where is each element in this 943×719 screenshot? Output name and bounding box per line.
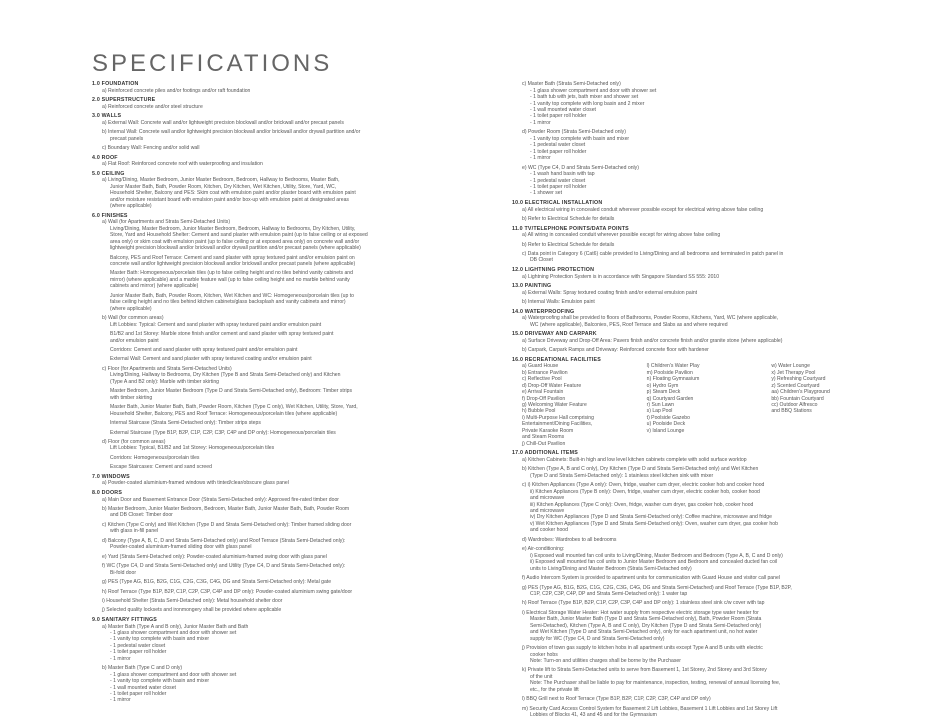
spec-line: External Staircase (Type B1P, B2P, C1P, C2P, C3P, C4P and DP only): Homogeneous/porcelain tiles [110, 429, 336, 436]
spec-line: B1/B2 and 1st Storey: Marble stone finish and/or cement and sand plaster with spray textured paint [110, 331, 334, 338]
spec-section [92, 155, 492, 168]
spec-line: - 1 mirror [530, 119, 551, 126]
facility-item: r) Sun Lawn [646, 401, 675, 408]
spec-line: f) Audio Intercom System is provided to apartment units for communication with Guard House and visitor call panel [522, 575, 780, 582]
section-heading: 11.0 TV/TELEPHONE POINTS/DATA POINTS [512, 225, 629, 232]
spec-section [512, 81, 892, 197]
facility-item: s) Lap Pool [646, 408, 673, 415]
spec-line: i) Household Shelter (Strata Semi-Detached only): Metal household shelter door [102, 597, 283, 604]
facility-item: v) Island Lounge [646, 427, 685, 434]
spec-line: c) Master Bath (Strata Semi-Detached only) [522, 81, 621, 88]
spec-line: Store, Yard and Household Shelter: Cement and sand plaster with emulsion paint (up to false ceiling or at exposed [110, 232, 368, 239]
section-heading: 13.0 PAINTING [512, 283, 552, 290]
facility-item: j) Chill-Out Pavilion [522, 440, 566, 447]
spec-section [92, 113, 492, 151]
spec-line: Lift Lobbies: Typical: Cement and sand plaster with spray textured paint and/or emulsion paint [110, 321, 322, 328]
spec-line: Corridors: Cement and sand plaster with spray textured paint and/or emulsion paint [110, 346, 298, 353]
right-column [512, 78, 892, 719]
facility-item: Entertainment/Dining Facilities, [522, 421, 593, 428]
spec-line: b) Carpark, Carpark Ramps and Driveway: Reinforced concrete floor with hardener [522, 347, 709, 354]
spec-line: Master Bath, Junior Master Bath, Bath, Powder Room, Kitchen (Type C only), Wet Kitchen, Utility, Store, Yard, [110, 404, 358, 411]
spec-line: precast panels [110, 135, 144, 142]
spec-line: - 1 glass shower compartment and door with shower set [110, 629, 237, 636]
facility-item: and BBQ Stations [771, 408, 812, 415]
facility-item: z) Scented Courtyard [771, 382, 820, 389]
spec-line: Note: The Purchaser shall be liable to pay for maintenance, inspection, testing, renewal of annual licensing fee, [530, 680, 781, 687]
spec-section [92, 171, 492, 210]
spec-line: a) Lightning Protection System is in accordance with Singapore Standard SS 555: 2010 [522, 273, 720, 280]
spec-line: and microwave [530, 495, 565, 502]
spec-line: - 1 mirror [110, 697, 131, 704]
spec-line: Balcony, PES and Roof Terrace: Cement and sand plaster with spray textured paint and/or emulsion paint on [110, 254, 355, 261]
facility-item: o) Hydro Gym [646, 382, 679, 389]
facility-item: u) Poolside Deck [646, 421, 686, 428]
spec-line: h) Roof Terrace (Type B1P, B2P, C1P, C2P, C3P, C4P and DP only): Powder-coated aluminium swing gate/door [102, 588, 353, 595]
section-heading: 5.0 CEILING [92, 170, 125, 177]
spec-line: Internal Staircase (Strata Semi-Detached only): Timber strips steps [110, 420, 261, 427]
facility-item: a) Guard House [522, 363, 559, 370]
spec-line: and cooker hood [530, 527, 568, 534]
facility-item: aa) Children's Playground [771, 389, 830, 396]
spec-line: cabinets and mirror) (where applicable) [110, 283, 199, 290]
spec-line: Master Bath, Junior Master Bath (Type D and Strata Semi-Detached only), Bath, Powder Room (Strata [530, 616, 762, 623]
spec-line: - 1 toilet paper roll holder [110, 691, 167, 698]
spec-line: - 1 vanity top complete with long basin and 2 mixer [530, 100, 645, 107]
spec-line: Escape Staircases: Cement and sand screed [110, 464, 212, 471]
spec-line: b) Wall (for common areas) [102, 315, 164, 322]
facility-item: t) Poolside Gazebo [646, 414, 690, 421]
section-heading: 2.0 SUPERSTRUCTURE [92, 97, 156, 104]
spec-line: Master Bedroom, Junior Master Bedroom (Type D and Strata Semi-Detached only), Bedroom: Timber strips [110, 388, 353, 395]
page-title: SPECIFICATIONS [92, 50, 333, 77]
spec-line: - 1 toilet paper roll holder [530, 148, 587, 155]
spec-section [92, 617, 492, 704]
spec-line: Bi-fold door [110, 569, 137, 576]
spec-line: b) Internal Wall: Concrete wall and/or lightweight precision blockwall and/or brickwall and/or drywall partition and/or [102, 129, 361, 136]
spec-line: etc., for the private lift [530, 686, 579, 693]
spec-line: Note: Turn-on and utilities charges shall be borne by the Purchaser [530, 658, 681, 665]
spec-line: ii) Kitchen Appliances (Type B only): Oven, fridge, washer cum dryer, electric cooker hob, cooker hood [530, 488, 760, 495]
facility-item: d) Drop-Off Water Feature [522, 382, 582, 389]
section-heading: 17.0 ADDITIONAL ITEMS [512, 450, 579, 457]
spec-line: - 1 wall mounted water closet [110, 684, 176, 691]
spec-line: Master Bath: Homogeneous/porcelain tiles (up to false ceiling height and no tiles behind vanity cabinets and [110, 270, 353, 277]
facility-item: c) Reflective Pool [522, 376, 562, 383]
spec-line: and Wet Kitchen (Type D and Strata Semi-Detached only), only for each apartment unit, no hot water [530, 629, 758, 636]
spec-line: j) Selected quality locksets and ironmongery shall be provided where applicable [102, 607, 282, 614]
spec-line: a) Reinforced concrete piles and/or footings and/or raft foundation [102, 87, 251, 94]
spec-line: and DB Closet: Timber door [110, 512, 173, 519]
spec-line: - 1 toilet paper roll holder [530, 183, 587, 190]
spec-line: v) Wet Kitchen Appliances (Type D and Strata Semi-Detached only): Oven, washer cum dryer, gas cooker hob [530, 520, 778, 527]
spec-line: - 1 bath tub with jets, bath mixer and shower set [530, 94, 639, 101]
spec-line: cooker hobs [530, 651, 558, 658]
spec-line: e) Yard (Strata Semi-Detached only): Powder-coated aluminium-framed swing door with glass panel [102, 553, 327, 560]
spec-line: (where applicable) [110, 203, 152, 210]
facility-item: h) Bubble Pool [522, 408, 556, 415]
spec-line: d) Floor (for common areas) [102, 438, 166, 445]
facility-item: x) Jet Therapy Pool [771, 369, 816, 376]
spec-line: Powder-coated aluminium-framed sliding door with glass panel [110, 544, 252, 551]
spec-line: iv) Dry Kitchen Appliances (Type D and Strata Semi-Detached only): Coffee machine, microwave and fridge [530, 514, 772, 521]
spec-line: d) Powder Room (Strata Semi-Detached only) [522, 129, 626, 136]
facility-item: e) Arrival Fountain [522, 389, 564, 396]
facility-item [771, 441, 892, 447]
spec-line: (Type D and Strata Semi-Detached only): 1 stainless steel kitchen sink with mixer [530, 472, 714, 479]
spec-line: DB Closet [530, 257, 553, 264]
spec-line: g) PES (Type AG, B1G, B2G, C1G, C2G, C3G, C4G, DG and Strata Semi-Detached) and Roof Terrace (Type B1P, B2P, [522, 584, 792, 591]
spec-line: b) Internal Walls: Emulsion paint [522, 299, 595, 306]
spec-section [92, 490, 492, 614]
spec-line: d) Balcony (Type A, B, C, D and Strata Semi-Detached only) and Roof Terrace (Strata Semi-Detached only): [102, 537, 346, 544]
spec-section [512, 226, 892, 264]
spec-line: b) Master Bath (Type C and D only) [102, 665, 183, 672]
facility-item: y) Refreshing Courtyard [771, 376, 826, 383]
spec-line: C1P, C2P, C3P, C4P, DP and Strata Semi-Detached only): 1 water tap [530, 590, 688, 597]
facility-item: and Steam Rooms [522, 434, 565, 441]
spec-line: a) External Wall: Concrete wall and/or lightweight precision blockwall and/or brickwall and/or precast panels [102, 119, 344, 126]
spec-line: Junior Master Bath, Bath, Powder Room, Kitchen, Dry Kitchen, Wet Kitchen, Utility, Store, Yard, WC, [110, 183, 337, 190]
spec-line: External Wall: Cement and sand plaster with spray textured coating and/or emulsion paint [110, 356, 312, 363]
facility-item: p) Steam Deck [646, 389, 681, 396]
spec-line: of the unit [530, 673, 553, 680]
spec-line: (Type A and B2 only): Marble with timber skirting [110, 378, 219, 385]
spec-line: b) Kitchen (Type A, B and C only), Dry Kitchen (Type D and Strata Semi-Detached only) and Wet Kitchen [522, 466, 759, 473]
spec-section [92, 474, 492, 487]
spec-line: with glass in-fill panel [110, 528, 159, 535]
spec-line: a) All electrical wiring in concealed conduit wherever possible except for electrical wiring above false ceiling [522, 206, 764, 213]
spec-line: a) Waterproofing shall be provided to floors of Bathrooms, Powder Rooms, Kitchens, Yard, WC (where applicable, [522, 315, 779, 322]
left-column [92, 78, 492, 704]
facility-item [647, 441, 768, 447]
spec-line: e) WC (Type C4, D and Strata Semi-Detached only) [522, 164, 639, 171]
spec-line: k) Private lift to Strata Semi-Detached units to serve from Basement 1, 1st Storey, 2nd Storey and 3rd Storey [522, 667, 767, 674]
spec-line: lightweight precision blockwall and/or brickwall and/or drywall partition and/or precast panels (where applicable) [110, 245, 361, 252]
spec-line: b) Refer to Electrical Schedule for details [522, 215, 615, 222]
spec-line: and microwave [530, 507, 565, 514]
section-heading: 6.0 FINISHES [92, 212, 128, 219]
spec-line: units to Living/Dining and Master Bedroom (Strata Semi-Detached only) [530, 565, 692, 572]
spec-section [512, 309, 892, 328]
spec-line: l) BBQ Grill next to Roof Terrace (Type B1P, B2P, C1P, C2P, C3P, C4P and DP only) [522, 696, 711, 703]
facility-item: m) Poolside Pavilion [646, 369, 693, 376]
spec-line: - 1 shower set [530, 190, 562, 197]
spec-line: - 1 pedestal water closet [110, 642, 166, 649]
spec-line: false ceiling height and no tiles behind kitchen cabinets/glass backsplash and vanity cabinets and mirror) [110, 299, 346, 306]
spec-line: - 1 pedestal water closet [530, 177, 586, 184]
spec-line: i) Exposed wall mounted fan coil units to Living/Dining, Master Bedroom and Bedroom (Type A, B, C and D only) [530, 552, 783, 559]
spec-line: - 1 glass shower compartment and door with shower set [530, 87, 657, 94]
section-heading: 8.0 DOORS [92, 490, 123, 497]
facility-item: q) Courtyard Garden [646, 395, 694, 402]
spec-line: Living/Dining, Master Bedroom, Junior Master Bedroom, Bedroom, Hallway to Bedrooms, Dry Kitchen, Utility, [110, 225, 356, 232]
spec-line: - 1 vanity top complete with basin and mixer [110, 636, 210, 643]
section-heading: 14.0 WATERPROOFING [512, 308, 575, 315]
spec-section [512, 450, 892, 718]
section-heading: 1.0 FOUNDATION [92, 81, 139, 88]
spec-line: - 1 pedestal water closet [530, 142, 586, 149]
spec-line: - 1 vanity top complete with basin and mixer [530, 135, 630, 142]
spec-line: Corridors: Homogeneous/porcelain tiles [110, 454, 200, 461]
spec-line: a) Surface Driveway and Drop-Off Area: Pavers finish and/or concrete finish and/or granite stone (where applicable) [522, 337, 783, 344]
spec-section [512, 331, 892, 353]
spec-line: a) Master Bath (Type A and B only), Junior Master Bath and Bath [102, 623, 249, 630]
spec-line: b) Refer to Electrical Schedule for details [522, 241, 615, 248]
spec-line: and/or moisture resistant board with emulsion paint and/or box-up with emulsion paint at designated areas [110, 196, 349, 203]
facility-item: bb) Fountain Courtyard [771, 395, 824, 402]
section-heading: 15.0 DRIVEWAY AND CARPARK [512, 331, 597, 338]
spec-line: and/or emulsion paint [110, 337, 159, 344]
spec-line: Household Shelter, Balcony, PES and Roof Terrace: Homogeneous/porcelain tiles (where applicable) [110, 410, 338, 417]
spec-line: f) WC (Type C4, D and Strata Semi-Detached only) and Utility (Type C4, D and Strata Semi-Detached only): [102, 563, 346, 570]
facility-item: w) Water Lounge [771, 363, 810, 370]
spec-line: c) i) Kitchen Appliances (Type A only): Oven, fridge, washer cum dryer, electric cooker hob and cooker hood [522, 482, 765, 489]
facility-item: g) Welcoming Water Feature [522, 401, 587, 408]
spec-line: a) Powder-coated aluminium-framed windows with tinted/clear/obscure glass panel [102, 480, 289, 487]
spec-line: WC (where applicable), Balconies, PES, Roof Terrace and Slabs as and where required [530, 321, 728, 328]
spec-line: with timber skirting [110, 394, 153, 401]
spec-line: e) Air-conditioning: [522, 546, 565, 553]
facility-item: l) Children's Water Play [646, 363, 700, 370]
section-heading: 9.0 SANITARY FITTINGS [92, 617, 158, 624]
spec-line: supply for WC (Type C4, D and Strata Semi-Detached only) [530, 635, 665, 642]
spec-line: (where applicable) [110, 305, 152, 312]
facility-item: cc) Outdoor Alfresco [771, 401, 818, 408]
spec-line: j) Provision of town gas supply to kitchen hobs in all apartment units except Type A and B units with electric [522, 645, 763, 652]
facility-item: n) Floating Gymnasium [646, 376, 700, 383]
spec-line: iii) Kitchen Appliances (Type C only): Oven, fridge, washer cum dryer, gas cooker hob, cooker hood [530, 501, 754, 508]
spec-section [92, 97, 492, 110]
section-heading: 3.0 WALLS [92, 113, 122, 120]
spec-line: - 1 mirror [530, 155, 551, 162]
spec-line: c) Kitchen (Type C only) and Wet Kitchen (Type D and Strata Semi-Detached only): Timber framed sliding door [102, 521, 352, 528]
spec-line: c) Data point in Category 6 (Cat6) cable provided to Living/Dining and all bedrooms and terminated in patch panel in [522, 250, 784, 257]
facility-item: Private Karaoke Room [522, 427, 574, 434]
spec-line: h) Roof Terrace (Type B1P, B2P, C1P, C2P, C3P, C4P and DP only): 1 stainless steel sink c/w cover with tap [522, 600, 765, 607]
section-heading: 16.0 RECREATIONAL FACILITIES [512, 356, 601, 363]
spec-line: a) Reinforced concrete and/or steel structure [102, 103, 203, 110]
spec-line: a) External Walls: Spray textured coating finish and/or external emulsion paint [522, 289, 698, 296]
spec-line: mirror) (where applicable) and a marble feature wall (up to false ceiling height and no marble behind vanity [110, 276, 350, 283]
spec-line: a) All wiring in concealed conduit wherever possible except for wiring above false ceiling [522, 232, 721, 239]
spec-section [92, 81, 492, 94]
facility-item: f) Drop-Off Pavilion [522, 395, 566, 402]
spec-line: Semi-Detached), Kitchen (Type A, B and C only), Dry Kitchen (Type D and Strata Semi-Detached only) [530, 622, 762, 629]
spec-line: Lift Lobbies: Typical, B1/B2 and 1st Storey: Homogeneous/porcelain tiles [110, 445, 275, 452]
spec-line: c) Boundary Wall: Fencing and/or solid wall [102, 145, 200, 152]
spec-line: a) Kitchen Cabinets: Built-in high and low level kitchen cabinets complete with solid surface worktop [522, 456, 747, 463]
facility-item: b) Entrance Pavilion [522, 369, 568, 376]
spec-section [512, 200, 892, 222]
facilities-list [512, 363, 892, 447]
spec-section [512, 357, 892, 447]
spec-line: ii) Exposed wall mounted fan coil units to Junior Master Bedroom and Bedroom and concealed ducted fan coil [530, 559, 778, 566]
spec-line: - 1 wall mounted water closet [530, 107, 596, 113]
spec-line: concrete wall and/or lightweight precision blockwall and/or brickwall and/or precast panels (where applicable) [110, 261, 356, 267]
facility-item: i) Multi-Purpose Hall comprising [522, 414, 594, 421]
spec-line: a) Wall (for Apartments and Strata Semi-Detached Units) [102, 219, 231, 226]
spec-line: - 1 vanity top complete with basin and mixer [110, 678, 210, 685]
spec-line: g) PES (Type AG, B1G, B2G, C1G, C2G, C3G, C4G, DG and Strata Semi-Detached only): Metal gate [102, 579, 332, 586]
spec-line: m) Security Card Access Control System for Basement 2 Lift Lobbies, Basement 1 Lift Lobbies and 1st Storey Lift [522, 705, 778, 712]
spec-section [92, 213, 492, 471]
spec-line: d) Wardrobes: Wardrobes to all bedrooms [522, 536, 617, 543]
spec-line: a) Flat Roof: Reinforced concrete roof with waterproofing and insulation [102, 161, 263, 168]
spec-line: a) Living/Dining, Master Bedroom, Junior Master Bedroom, Bedroom, Hallway to Bedrooms, Master Bath, [102, 177, 340, 184]
spec-line: - 1 mirror [110, 655, 131, 662]
spec-line: Living/Dining, Hallway to Bedrooms, Dry Kitchen (Type B and Strata Semi-Detached only) and Kitchen [110, 372, 341, 379]
spec-line: - 1 glass shower compartment and door with shower set [110, 671, 237, 678]
section-heading: 12.0 LIGHTNING PROTECTION [512, 267, 595, 274]
spec-line: Household Shelter, Balcony and PES: Skim coat with emulsion paint and/or plaster board with emulsion paint [110, 190, 356, 197]
spec-line: area only) or skim coat with emulsion paint (up to false ceiling or at exposed area only) on concrete wall and/or [110, 238, 360, 245]
spec-line: Lobbies of Blocks 41, 43 and 45 and for the Gymnasium [530, 712, 657, 719]
section-heading: 10.0 ELECTRICAL INSTALLATION [512, 200, 603, 207]
spec-line: Junior Master Bath, Bath, Powder Room, Kitchen, Wet Kitchen and WC: Homogeneous/porcelain tiles (up to [110, 292, 354, 299]
spec-line: - 1 toilet paper roll holder [110, 649, 167, 656]
spec-line: b) Master Bedroom, Junior Master Bedroom, Bedroom, Master Bath, Junior Master Bath, Bath, Powder Room [102, 505, 350, 512]
spec-line: - 1 toilet paper roll holder [530, 113, 587, 120]
spec-line: - 1 wash hand basin with tap [530, 171, 595, 178]
spec-line: a) Main Door and Basement Entrance Door (Strata Semi-Detached only): Approved fire-rated timber door [102, 496, 339, 503]
section-heading: 4.0 ROOF [92, 154, 118, 161]
section-heading: 7.0 WINDOWS [92, 473, 130, 480]
spec-line: c) Floor (for Apartments and Strata Semi-Detached Units) [102, 365, 232, 372]
spec-line: i) Electrical Storage Water Heater: Hot water supply from respective electric storage type water heater for [522, 609, 759, 616]
spec-section [512, 283, 892, 305]
spec-section [512, 267, 892, 280]
